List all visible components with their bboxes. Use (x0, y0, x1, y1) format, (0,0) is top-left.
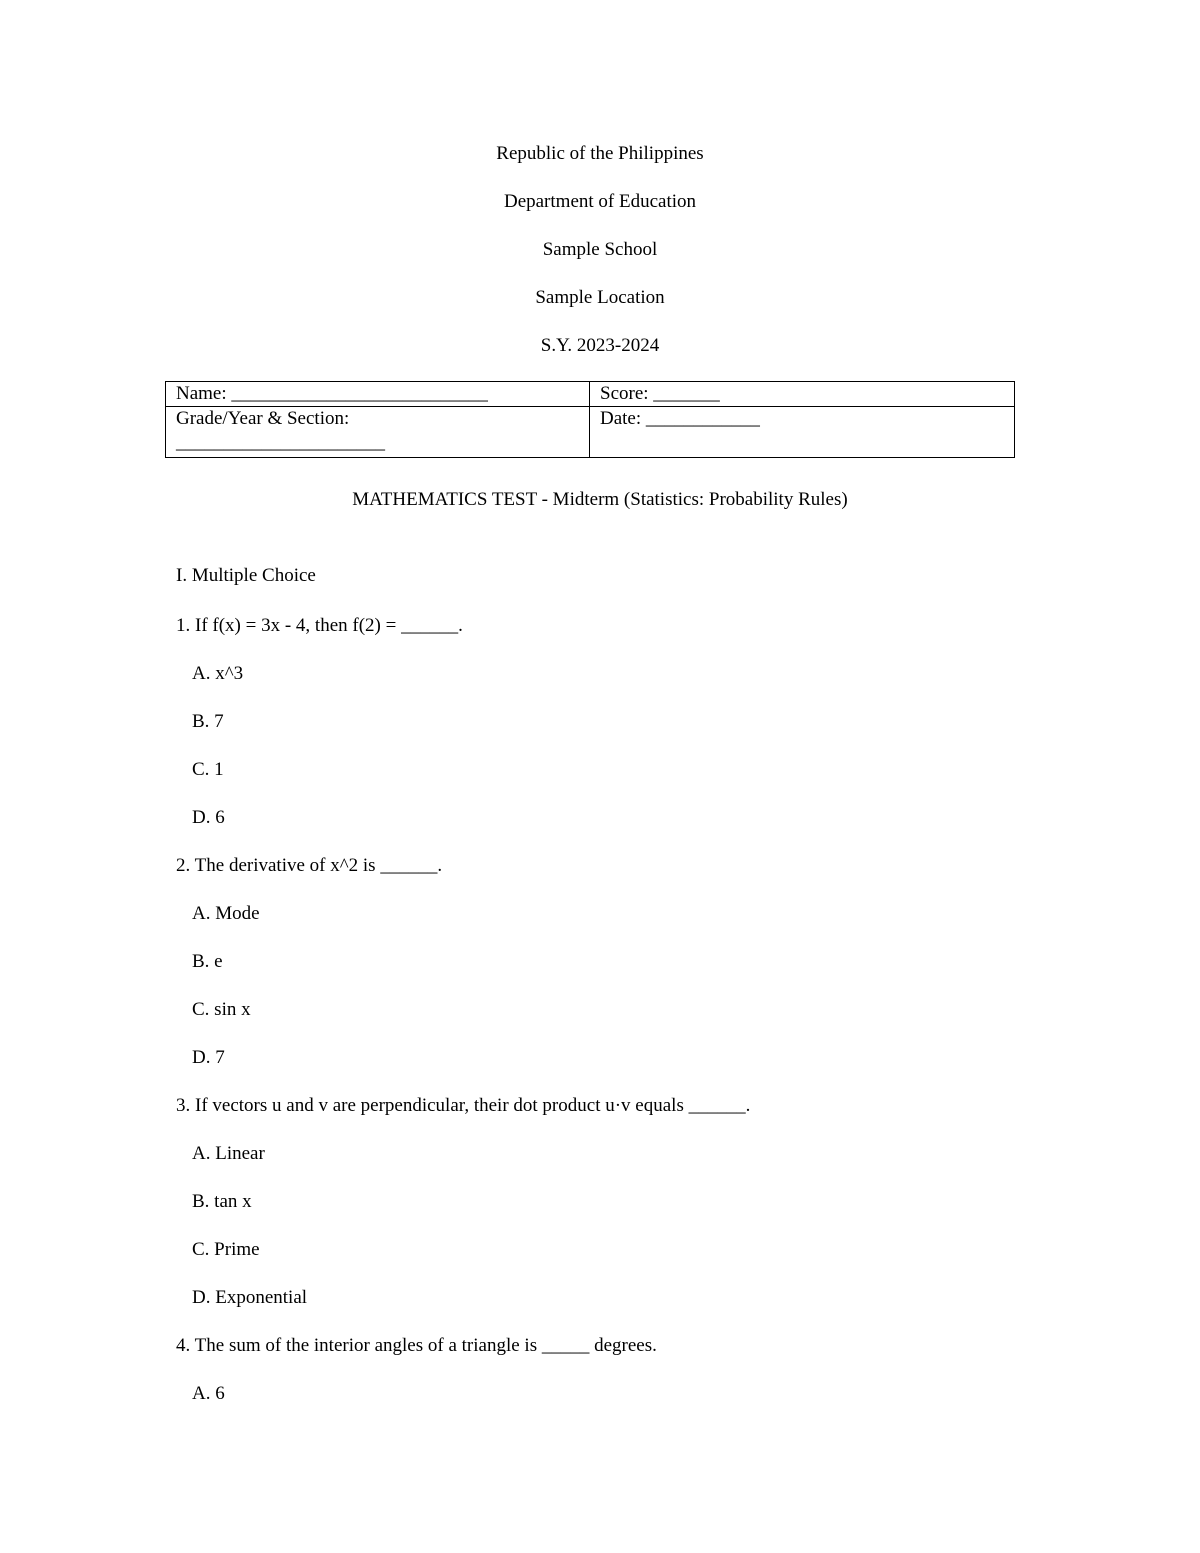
question-2-option-c[interactable]: C. sin x (192, 999, 251, 1020)
question-3-option-a[interactable]: A. Linear (192, 1143, 265, 1164)
question-1-option-d[interactable]: D. 6 (192, 807, 225, 828)
test-title: MATHEMATICS TEST - Midterm (Statistics: Probability Rules) (352, 489, 848, 510)
date-field[interactable]: Date: ____________ (590, 407, 1015, 458)
question-2-option-b[interactable]: B. e (192, 951, 223, 972)
section-heading: I. Multiple Choice (176, 565, 316, 586)
name-field[interactable]: Name: ___________________________ (166, 382, 590, 407)
question-3-option-b[interactable]: B. tan x (192, 1191, 252, 1212)
question-1: 1. If f(x) = 3x - 4, then f(2) = ______. (176, 615, 463, 636)
question-2-option-d[interactable]: D. 7 (192, 1047, 225, 1068)
question-2: 2. The derivative of x^2 is ______. (176, 855, 443, 876)
question-4-option-a[interactable]: A. 6 (192, 1383, 225, 1404)
header-location: Sample Location (535, 287, 665, 308)
grade-section-blank: ______________________ (176, 432, 385, 454)
grade-section-label: Grade/Year & Section: (176, 408, 350, 430)
question-2-option-a[interactable]: A. Mode (192, 903, 260, 924)
header-school-year: S.Y. 2023-2024 (540, 335, 660, 356)
header-school: Sample School (542, 239, 658, 260)
question-1-option-a[interactable]: A. x^3 (192, 663, 244, 684)
score-field[interactable]: Score: _______ (590, 382, 1015, 407)
question-3-option-d[interactable]: D. Exponential (192, 1287, 308, 1308)
question-3-option-c[interactable]: C. Prime (192, 1239, 260, 1260)
header-department: Department of Education (503, 191, 697, 212)
header-republic: Republic of the Philippines (496, 143, 704, 164)
question-4: 4. The sum of the interior angles of a triangle is _____ degrees. (176, 1335, 657, 1356)
question-1-option-b[interactable]: B. 7 (192, 711, 224, 732)
question-1-option-c[interactable]: C. 1 (192, 759, 224, 780)
grade-section-field[interactable] (166, 407, 590, 458)
student-info-table (165, 381, 1015, 458)
question-3: 3. If vectors u and v are perpendicular, their dot product u·v equals ______. (176, 1095, 751, 1116)
